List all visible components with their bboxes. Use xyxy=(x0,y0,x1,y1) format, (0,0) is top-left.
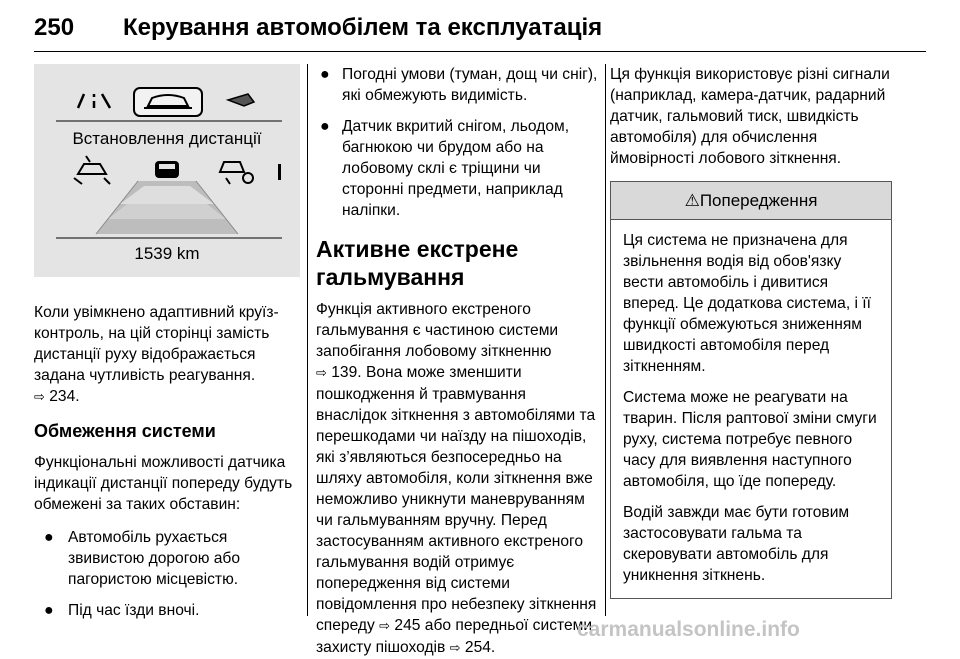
list-item: ● Датчик вкритий снігом, льодом, багнюкою чи брудом або на лобовому склі є тріщини чи сторонні предмети, наприклад наліпки. xyxy=(320,118,570,219)
page-number: 250 xyxy=(34,14,75,41)
odometer-readout: 1539 km xyxy=(134,244,200,263)
column-middle xyxy=(316,64,598,659)
list-item: ● Погодні умови (туман, дощ чи сніг), які обмежують видимість. xyxy=(320,66,598,104)
car-skid-icon xyxy=(74,156,110,184)
column-divider xyxy=(307,64,308,616)
limits-paragraph: Функціональні можливості датчика індикації дистанції попереду будуть обмежені за таких обставин: xyxy=(34,454,293,513)
emergency-braking-paragraph: Функція активного екстреного гальмування є частиною системи запобігання лобовому зіткненню ⇨ 139. Вона може зменшити пошкодження й травмування внаслідок зіткнення з автомобілями та перешкодами чи наїзду на пішоходів, які з’являються безпосередньо на шляху автомобіля, коли зіткнення вже неможливо уникнути маневруванням чи гальмуванням вручну. Перед застосуванням активного екстреного гальмування водій отримує попередження від системи повідомлення про небезпеку зіткнення спереду ⇨ 245 або передньої системи захисту пішоходів ⇨ 254. xyxy=(316,301,597,656)
intro-paragraph: Коли увімкнено адаптивний круїз-контроль, на цій сторінці замість дистанції руху відображається задана чутливість реагування. ⇨ 234. xyxy=(34,304,279,405)
warning-paragraph: Ця система не призначена для звільнення водія від обов'язку вести автомобіль і дивитися вперед. Це додаткова система, і її функції обмежуються зниженням швидкості автомобіля перед зіткненням. xyxy=(623,232,871,375)
warning-header xyxy=(611,182,891,220)
reference-arrow: ⇨ xyxy=(379,619,391,634)
reference-arrow: ⇨ xyxy=(316,366,327,381)
reference-arrow: ⇨ xyxy=(449,641,461,656)
list-item: ● Автомобіль рухається звивистою дорогою або пагористою місцевістю. xyxy=(44,529,241,588)
instrument-display-image xyxy=(34,64,300,277)
column-divider xyxy=(605,64,606,616)
warning-box xyxy=(610,181,892,599)
section-heading-limits: Обмеження системи xyxy=(34,421,216,441)
watermark: carmanualsonline.info xyxy=(577,618,800,641)
section-heading-emergency-braking: Активне екстрене гальмування xyxy=(316,236,519,290)
page-title: Керування автомобілем та експлуатація xyxy=(123,14,603,41)
header-rule xyxy=(34,51,926,52)
display-title: Встановлення дистанції xyxy=(72,129,262,148)
list-item: ● Під час їзди вночі. xyxy=(44,602,200,619)
warning-icon: ⚠ xyxy=(684,191,700,210)
column-left xyxy=(34,64,302,631)
speed-icon xyxy=(228,94,254,106)
reference-arrow: ⇨ xyxy=(34,390,45,405)
warning-title: Попередження xyxy=(699,191,818,210)
column-right xyxy=(610,64,892,599)
warning-body xyxy=(611,220,891,598)
function-paragraph: Ця функція використовує різні сигнали (наприклад, камера-датчик, радарний датчик, гальмовий тиск, швидкість автомобіля) для обчислення ймовірності лобового зіткнення. xyxy=(610,66,890,167)
lane-icon xyxy=(78,94,110,108)
display-illustration xyxy=(34,64,300,277)
car-front-icon xyxy=(155,161,179,178)
limits-list xyxy=(34,527,302,621)
warning-paragraph: Система може не реагувати на тварин. Після раптової зміни смуги руху, система потребує певного часу для виявлення наступного автомобіля, що їде попереду. xyxy=(623,389,877,490)
car-settings-icon xyxy=(220,162,253,184)
limits-list-continued xyxy=(316,64,598,221)
page-header xyxy=(34,14,926,48)
warning-paragraph: Водій завжди має бути готовим застосовувати гальма та скеровувати автомобіль для уникнення зіткнень. xyxy=(623,504,850,584)
